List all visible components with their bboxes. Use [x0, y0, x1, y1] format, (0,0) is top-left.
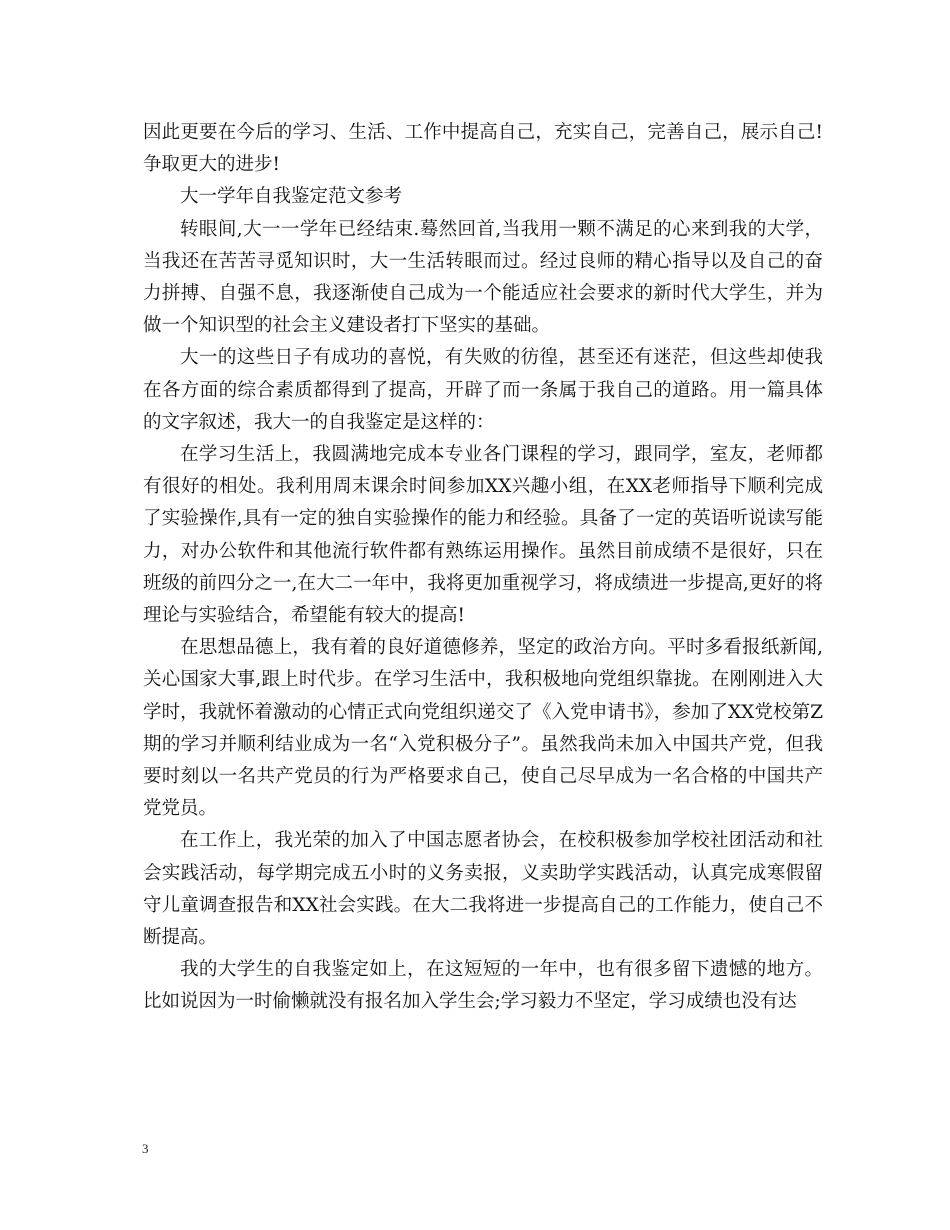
- document-body: [143, 117, 823, 1019]
- paragraph-7: 在工作上，我光荣的加入了中国志愿者协会，在校积极参加学校社团活动和社会实践活动，每学期完成五小时的义务卖报，义卖助学实践活动，认真完成寒假留守儿童调查报告和XX社会实践。在大二我将进一步提高自己的工作能力，使自己不断提高。: [143, 830, 823, 949]
- paragraph-8: 我的大学生的自我鉴定如上，在这短短的一年中，也有很多留下遗憾的地方。比如说因为一时偷懒就没有报名加入学生会;学习毅力不坚定，学习成绩也没有达: [143, 959, 823, 1013]
- paragraph-6: 在思想品德上，我有着的良好道德修养，坚定的政治方向。平时多看报纸新闻,关心国家大事,跟上时代步。在学习生活中，我积极地向党组织靠拢。在刚刚进入大学时，我就怀着激动的心情正式向党组织递交了《入党申请书》，参加了XX党校第Z期的学习并顺利结业成为一名“入党积极分子”。虽然我尚未加入中国共产党，但我要时刻以一名共产党员的行为严格要求自己，使自己尽早成为一名合格的中国共产党党员。: [143, 637, 823, 820]
- paragraph-4: 大一的这些日子有成功的喜悦，有失败的彷徨，甚至还有迷茫，但这些却使我在各方面的综合素质都得到了提高，开辟了而一条属于我自己的道路。用一篇具体的文字叙述，我大一的自我鉴定是这样的：: [143, 347, 823, 433]
- paragraph-1: 因此更要在今后的学习、生活、工作中提高自己，充实自己，完善自己，展示自己!争取更大的进步!: [143, 122, 823, 176]
- page-number: 3: [142, 1141, 149, 1156]
- paragraph-3: 转眼间,大一一学年已经结束.蓦然回首,当我用一颗不满足的心来到我的大学，当我还在苦苦寻觅知识时，大一生活转眼而过。经过良师的精心指导以及自己的奋力拼搏、自强不息，我逐渐使自己成为一个能适应社会要求的新时代大学生，并为做一个知识型的社会主义建设者打下坚实的基础。: [143, 218, 823, 337]
- paragraph-5: 在学习生活上，我圆满地完成本专业各门课程的学习，跟同学，室友，老师都有很好的相处。我利用周末课余时间参加XX兴趣小组，在XX老师指导下顺利完成了实验操作,具有一定的独自实验操作的能力和经验。具备了一定的英语听说读写能力，对办公软件和其他流行软件都有熟练运用操作。虽然目前成绩不是很好，只在班级的前四分之一,在大二一年中，我将更加重视学习，将成绩进一步提高,更好的将理论与实验结合，希望能有较大的提高!: [143, 444, 823, 627]
- section-heading: 大一学年自我鉴定范文参考: [180, 186, 403, 208]
